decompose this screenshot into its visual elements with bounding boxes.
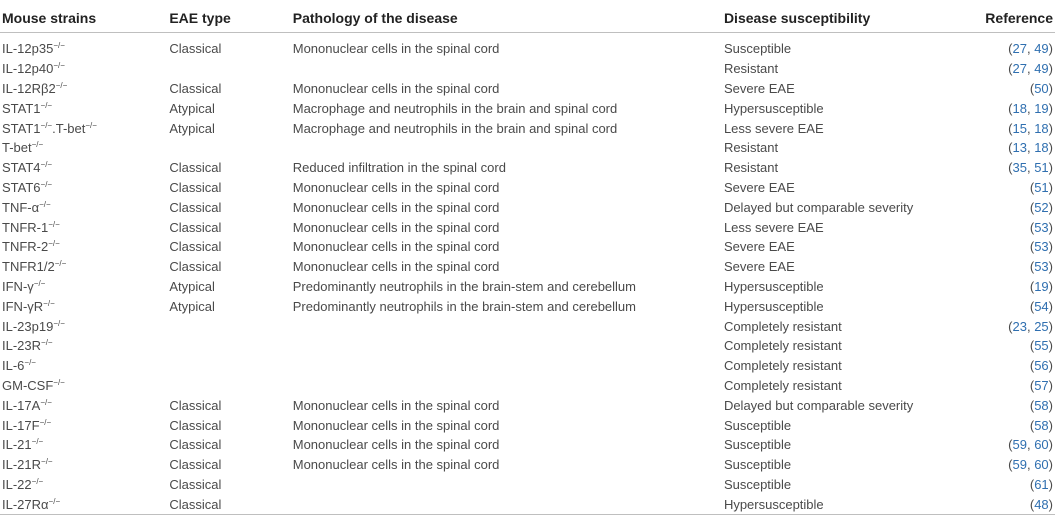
cell-pathology: Mononuclear cells in the spinal cord bbox=[292, 259, 500, 275]
reference-link[interactable]: 18 bbox=[1034, 140, 1049, 156]
cell-mouse-strain bbox=[0, 336, 167, 356]
cell-pathology bbox=[291, 316, 722, 336]
cell-pathology bbox=[291, 356, 722, 376]
table-row bbox=[0, 376, 1055, 396]
table-row bbox=[0, 118, 1055, 138]
cell-mouse-strain bbox=[0, 356, 167, 376]
strain-superscript: −/− bbox=[39, 417, 52, 427]
cell-eae-type: Classical bbox=[169, 160, 222, 176]
cell-eae-type: Classical bbox=[169, 476, 222, 492]
strain-superscript: −/− bbox=[41, 457, 53, 467]
reference-link[interactable]: 58 bbox=[1034, 417, 1049, 433]
cell-reference: (35, 51) bbox=[1008, 160, 1053, 176]
reference-link[interactable]: 60 bbox=[1034, 457, 1049, 473]
cell-susceptibility: Delayed but comparable severity bbox=[723, 199, 914, 215]
table-row bbox=[0, 455, 1055, 475]
cell-reference: (58) bbox=[1029, 417, 1053, 433]
strain-name: STAT6 bbox=[2, 179, 41, 195]
table-row bbox=[0, 138, 1055, 158]
cell-reference: (48) bbox=[1029, 496, 1053, 512]
cell-susceptibility: Susceptible bbox=[723, 457, 792, 473]
reference-link[interactable]: 35 bbox=[1012, 160, 1027, 176]
cell-reference: (15, 18) bbox=[1008, 120, 1053, 136]
strain-name: IL-21R bbox=[2, 457, 42, 473]
cell-pathology: Mononuclear cells in the spinal cord bbox=[292, 239, 500, 255]
cell-pathology bbox=[291, 336, 722, 356]
strain-superscript: −/− bbox=[53, 377, 65, 387]
cell-eae-type: Classical bbox=[169, 199, 222, 215]
cell-reference: (61) bbox=[1029, 476, 1053, 492]
cell-eae-type: Atypical bbox=[169, 298, 215, 314]
reference-link[interactable]: 25 bbox=[1034, 318, 1049, 334]
cell-pathology bbox=[291, 475, 722, 495]
strain-name: STAT1 bbox=[2, 100, 41, 116]
table-row bbox=[0, 336, 1055, 356]
reference-link[interactable]: 53 bbox=[1034, 259, 1049, 275]
cell-pathology: Reduced infiltration in the spinal cord bbox=[292, 160, 506, 176]
reference-link[interactable]: 15 bbox=[1012, 120, 1027, 136]
reference-link[interactable]: 51 bbox=[1034, 179, 1049, 195]
cell-mouse-strain bbox=[0, 316, 167, 336]
reference-link[interactable]: 23 bbox=[1012, 318, 1027, 334]
cell-eae-type: Classical bbox=[169, 259, 222, 275]
cell-mouse-strain bbox=[0, 296, 167, 316]
cell-reference: (50) bbox=[1029, 80, 1053, 96]
strain-superscript: −/− bbox=[24, 358, 36, 368]
cell-susceptibility: Hypersusceptible bbox=[723, 100, 824, 116]
strain-superscript: −/− bbox=[40, 397, 52, 407]
cell-susceptibility: Resistant bbox=[723, 61, 779, 77]
cell-reference: (51) bbox=[1029, 179, 1053, 195]
table-row bbox=[0, 237, 1055, 257]
reference-link[interactable]: 18 bbox=[1034, 120, 1049, 136]
strain-superscript: −/− bbox=[53, 41, 65, 51]
cell-mouse-strain bbox=[0, 237, 167, 257]
cell-reference: (53) bbox=[1029, 219, 1053, 235]
strain-name: IL-17A bbox=[2, 397, 41, 413]
cell-mouse-strain bbox=[0, 257, 167, 277]
cell-pathology: Predominantly neutrophils in the brain-stem and cerebellum bbox=[292, 278, 636, 294]
cell-mouse-strain bbox=[0, 197, 167, 217]
strain-name: TNF-α bbox=[2, 199, 40, 215]
cell-pathology: Mononuclear cells in the spinal cord bbox=[292, 80, 500, 96]
reference-link[interactable]: 56 bbox=[1034, 358, 1049, 374]
cell-susceptibility: Susceptible bbox=[723, 437, 792, 453]
strain-superscript: −/− bbox=[31, 437, 44, 447]
header-mouse-strains: Mouse strains bbox=[2, 10, 97, 26]
strain-name: TNFR-2 bbox=[2, 239, 49, 255]
cell-pathology: Predominantly neutrophils in the brain-stem and cerebellum bbox=[292, 298, 636, 314]
reference-link[interactable]: 51 bbox=[1034, 160, 1049, 176]
table-row bbox=[0, 257, 1055, 277]
strain-name: IL-12p35 bbox=[2, 41, 54, 57]
strain-superscript: −/− bbox=[39, 199, 51, 209]
cell-mouse-strain bbox=[0, 59, 167, 79]
reference-link[interactable]: 59 bbox=[1012, 437, 1027, 453]
header-susceptibility: Disease susceptibility bbox=[723, 10, 871, 26]
table-row bbox=[0, 435, 1055, 455]
strain-name: IFN-γR bbox=[2, 298, 44, 314]
cell-mouse-strain bbox=[0, 376, 167, 396]
reference-link[interactable]: 13 bbox=[1012, 140, 1027, 156]
strain-name: TNFR1/2 bbox=[2, 259, 55, 275]
cell-susceptibility: Severe EAE bbox=[723, 80, 795, 96]
cell-pathology: Mononuclear cells in the spinal cord bbox=[292, 219, 500, 235]
table-row bbox=[0, 197, 1055, 217]
strain-superscript: −/− bbox=[40, 160, 53, 170]
cell-reference: (27, 49) bbox=[1008, 61, 1053, 77]
reference-link[interactable]: 18 bbox=[1012, 100, 1027, 116]
header-reference: Reference bbox=[985, 10, 1053, 26]
cell-eae-type: Classical bbox=[169, 496, 222, 512]
cell-susceptibility: Severe EAE bbox=[723, 239, 795, 255]
table-row bbox=[0, 79, 1055, 99]
cell-susceptibility: Less severe EAE bbox=[723, 120, 824, 136]
cell-susceptibility: Susceptible bbox=[723, 476, 792, 492]
table-row bbox=[0, 296, 1055, 316]
cell-eae-type bbox=[167, 336, 290, 356]
cell-susceptibility: Hypersusceptible bbox=[723, 278, 824, 294]
cell-mouse-strain bbox=[0, 455, 167, 475]
cell-reference: (56) bbox=[1029, 358, 1053, 374]
cell-reference: (19) bbox=[1029, 278, 1053, 294]
cell-reference: (57) bbox=[1029, 377, 1053, 393]
strain-name: T-bet bbox=[2, 140, 32, 156]
reference-link[interactable]: 52 bbox=[1034, 199, 1049, 215]
table-row bbox=[0, 494, 1055, 514]
cell-pathology: Mononuclear cells in the spinal cord bbox=[292, 179, 500, 195]
strain-superscript: −/− bbox=[40, 120, 53, 130]
table-row bbox=[0, 98, 1055, 118]
cell-reference: (23, 25) bbox=[1008, 318, 1053, 334]
cell-eae-type: Classical bbox=[169, 239, 222, 255]
strain-superscript: −/− bbox=[48, 219, 60, 229]
cell-susceptibility: Delayed but comparable severity bbox=[723, 397, 914, 413]
reference-link[interactable]: 49 bbox=[1034, 41, 1049, 57]
cell-eae-type bbox=[167, 59, 290, 79]
strain-superscript: −/− bbox=[53, 61, 65, 71]
cell-susceptibility: Resistant bbox=[723, 140, 779, 156]
cell-susceptibility: Less severe EAE bbox=[723, 219, 824, 235]
cell-susceptibility: Severe EAE bbox=[723, 179, 795, 195]
strain-superscript: −/− bbox=[40, 179, 53, 189]
strain-superscript: −/− bbox=[55, 80, 68, 90]
cell-mouse-strain bbox=[0, 217, 167, 237]
cell-pathology bbox=[291, 376, 722, 396]
cell-mouse-strain bbox=[0, 415, 167, 435]
cell-eae-type: Classical bbox=[169, 437, 222, 453]
cell-pathology: Mononuclear cells in the spinal cord bbox=[292, 199, 500, 215]
cell-susceptibility: Completely resistant bbox=[723, 338, 842, 354]
cell-reference: (53) bbox=[1029, 239, 1053, 255]
cell-reference: (58) bbox=[1029, 397, 1053, 413]
strain-superscript: −/− bbox=[31, 140, 44, 150]
strain-superscript: −/− bbox=[53, 318, 65, 328]
cell-eae-type bbox=[167, 356, 290, 376]
cell-mouse-strain bbox=[0, 475, 167, 495]
strain-name: IL-22 bbox=[2, 476, 32, 492]
strain-name: IFN-γ bbox=[2, 278, 34, 294]
cell-pathology: Mononuclear cells in the spinal cord bbox=[292, 457, 500, 473]
reference-link[interactable]: 55 bbox=[1034, 338, 1049, 354]
reference-link[interactable]: 19 bbox=[1034, 100, 1049, 116]
cell-mouse-strain bbox=[0, 158, 167, 178]
cell-eae-type bbox=[167, 138, 290, 158]
cell-eae-type: Classical bbox=[169, 219, 222, 235]
cell-susceptibility: Severe EAE bbox=[723, 259, 795, 275]
strain-superscript: −/− bbox=[48, 496, 61, 506]
cell-mouse-strain bbox=[0, 277, 167, 297]
cell-eae-type: Classical bbox=[169, 179, 222, 195]
header-pathology: Pathology of the disease bbox=[292, 10, 458, 26]
cell-eae-type: Atypical bbox=[169, 278, 215, 294]
cell-pathology: Mononuclear cells in the spinal cord bbox=[292, 41, 500, 57]
cell-pathology: Macrophage and neutrophils in the brain and spinal cord bbox=[292, 120, 618, 136]
strain-superscript: −/− bbox=[54, 259, 67, 269]
strain-name: IL-17F bbox=[2, 417, 40, 433]
reference-link[interactable]: 53 bbox=[1034, 219, 1049, 235]
strain-name: STAT1 bbox=[2, 120, 41, 136]
reference-link[interactable]: 60 bbox=[1034, 437, 1049, 453]
cell-mouse-strain bbox=[0, 494, 167, 514]
reference-link[interactable]: 27 bbox=[1012, 41, 1027, 57]
strain-name: IL-23p19 bbox=[2, 318, 54, 334]
cell-mouse-strain bbox=[0, 118, 167, 138]
cell-susceptibility: Susceptible bbox=[723, 41, 792, 57]
cell-eae-type: Classical bbox=[169, 41, 222, 57]
cell-eae-type: Classical bbox=[169, 457, 222, 473]
strain-name: TNFR-1 bbox=[2, 219, 49, 235]
header-eae-type: EAE type bbox=[169, 10, 231, 26]
cell-reference: (52) bbox=[1029, 199, 1053, 215]
strain-superscript: −/− bbox=[43, 298, 55, 308]
table-row bbox=[0, 277, 1055, 297]
cell-susceptibility: Completely resistant bbox=[723, 318, 842, 334]
cell-susceptibility: Completely resistant bbox=[723, 358, 842, 374]
reference-link[interactable]: 19 bbox=[1034, 278, 1049, 294]
cell-mouse-strain bbox=[0, 33, 167, 59]
strain-superscript: −/− bbox=[40, 100, 53, 110]
cell-mouse-strain bbox=[0, 98, 167, 118]
reference-link[interactable]: 53 bbox=[1034, 239, 1049, 255]
strain-superscript: −/− bbox=[48, 239, 60, 249]
cell-pathology: Mononuclear cells in the spinal cord bbox=[292, 437, 500, 453]
cell-susceptibility: Susceptible bbox=[723, 417, 792, 433]
strain-name: IL-23R bbox=[2, 338, 42, 354]
table-row bbox=[0, 178, 1055, 198]
table-row bbox=[0, 316, 1055, 336]
cell-susceptibility: Hypersusceptible bbox=[723, 496, 824, 512]
cell-mouse-strain bbox=[0, 79, 167, 99]
cell-mouse-strain bbox=[0, 435, 167, 455]
table-row bbox=[0, 33, 1055, 59]
reference-link[interactable]: 57 bbox=[1034, 377, 1049, 393]
cell-eae-type bbox=[167, 316, 290, 336]
strain-superscript: −/− bbox=[31, 476, 44, 486]
reference-link[interactable]: 54 bbox=[1034, 298, 1049, 314]
table-row bbox=[0, 217, 1055, 237]
table-row bbox=[0, 395, 1055, 415]
table-row bbox=[0, 158, 1055, 178]
cell-eae-type: Classical bbox=[169, 417, 222, 433]
cell-reference: (54) bbox=[1029, 298, 1053, 314]
eae-table bbox=[0, 4, 1055, 515]
cell-eae-type: Classical bbox=[169, 80, 222, 96]
cell-mouse-strain bbox=[0, 138, 167, 158]
cell-eae-type bbox=[167, 376, 290, 396]
strain-name-2: .T-bet bbox=[52, 120, 86, 136]
reference-link[interactable]: 59 bbox=[1012, 457, 1027, 473]
cell-mouse-strain bbox=[0, 395, 167, 415]
table-row bbox=[0, 356, 1055, 376]
cell-pathology: Mononuclear cells in the spinal cord bbox=[292, 397, 500, 413]
cell-pathology bbox=[291, 59, 722, 79]
cell-pathology: Mononuclear cells in the spinal cord bbox=[292, 417, 500, 433]
cell-susceptibility: Hypersusceptible bbox=[723, 298, 824, 314]
strain-superscript-2: −/− bbox=[85, 120, 97, 130]
reference-link[interactable]: 50 bbox=[1034, 80, 1049, 96]
table-row bbox=[0, 415, 1055, 435]
table-row bbox=[0, 475, 1055, 495]
cell-pathology: Macrophage and neutrophils in the brain and spinal cord bbox=[292, 100, 618, 116]
header-row bbox=[0, 4, 1055, 33]
strain-name: IL-21 bbox=[2, 437, 32, 453]
cell-reference: (59, 60) bbox=[1008, 457, 1053, 473]
table-row bbox=[0, 59, 1055, 79]
cell-pathology bbox=[291, 494, 722, 514]
cell-reference: (13, 18) bbox=[1008, 140, 1053, 156]
reference-link[interactable]: 49 bbox=[1034, 61, 1049, 77]
cell-reference: (27, 49) bbox=[1008, 41, 1053, 57]
cell-eae-type: Classical bbox=[169, 397, 222, 413]
cell-susceptibility: Resistant bbox=[723, 160, 779, 176]
reference-link[interactable]: 58 bbox=[1034, 397, 1049, 413]
cell-reference: (53) bbox=[1029, 259, 1053, 275]
reference-link[interactable]: 48 bbox=[1034, 496, 1049, 512]
cell-reference: (55) bbox=[1029, 338, 1053, 354]
cell-susceptibility: Completely resistant bbox=[723, 377, 842, 393]
cell-pathology bbox=[291, 138, 722, 158]
cell-mouse-strain bbox=[0, 178, 167, 198]
strain-name: IL-12Rβ2 bbox=[2, 80, 56, 96]
strain-name: IL-6 bbox=[2, 358, 25, 374]
cell-eae-type: Atypical bbox=[169, 120, 215, 136]
strain-name: GM-CSF bbox=[2, 377, 54, 393]
cell-reference: (59, 60) bbox=[1008, 437, 1053, 453]
reference-link[interactable]: 61 bbox=[1034, 476, 1049, 492]
strain-name: IL-12p40 bbox=[2, 61, 54, 77]
strain-superscript: −/− bbox=[33, 278, 46, 288]
cell-eae-type: Atypical bbox=[169, 100, 215, 116]
table-body bbox=[0, 33, 1055, 515]
strain-name: IL-27Rα bbox=[2, 496, 49, 512]
strain-superscript: −/− bbox=[41, 338, 53, 348]
cell-reference: (18, 19) bbox=[1008, 100, 1053, 116]
reference-link[interactable]: 27 bbox=[1012, 61, 1027, 77]
strain-name: STAT4 bbox=[2, 160, 41, 176]
